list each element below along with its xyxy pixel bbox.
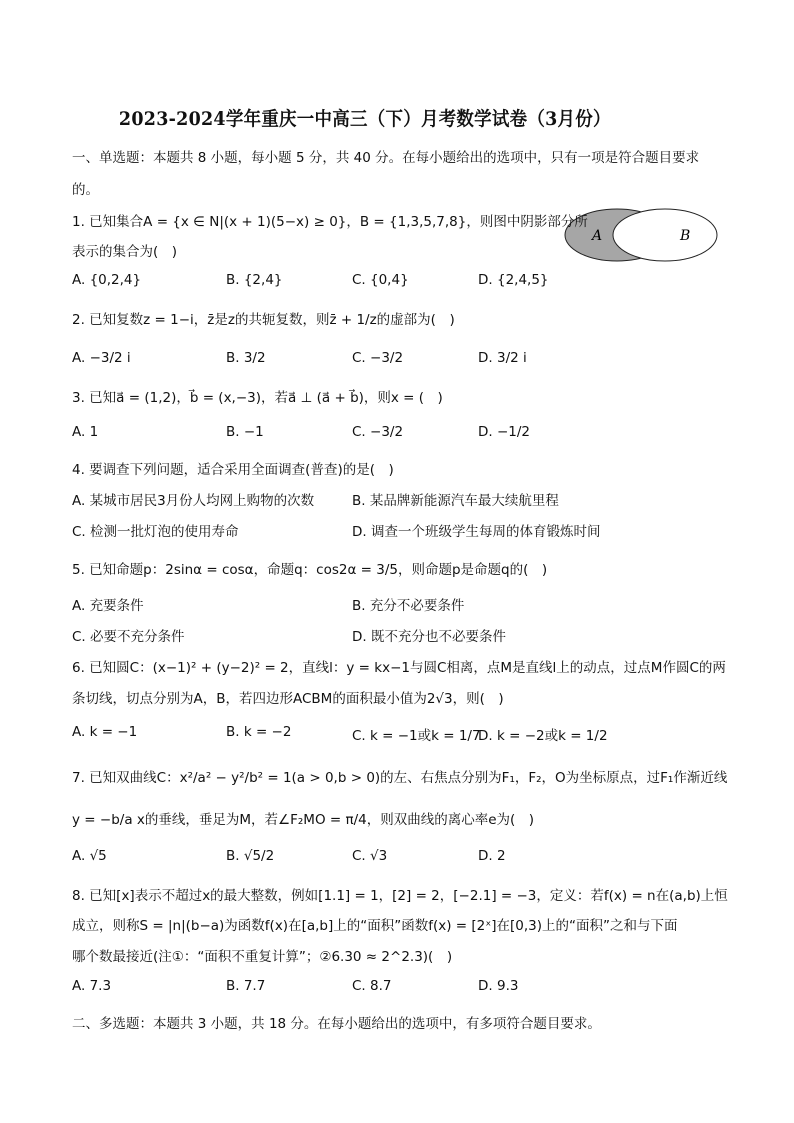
q8-option-a: A. 7.3 [72, 978, 112, 994]
q4-option-b: B. 某品牌新能源汽车最大续航里程 [352, 493, 559, 509]
q8-option-c: C. 8.7 [352, 978, 392, 994]
q5-option-a: A. 充要条件 [72, 598, 144, 614]
q7-stem-line1: 7. 已知双曲线C：x²/a² − y²/b² = 1(a > 0,b > 0)的左、右焦点分别为F₁，F₂，O为坐标原点，过F₁作渐近线 [72, 770, 728, 786]
q1-option-d: D. {2,4,5} [478, 272, 549, 288]
section-heading-multi-choice: 二、多选题：本题共 3 小题，共 18 分。在每小题给出的选项中，有多项符合题目要求。 [72, 1016, 601, 1032]
q3-option-d: D. −1/2 [478, 424, 531, 440]
q4-option-c: C. 检测一批灯泡的使用寿命 [72, 524, 239, 540]
q5-option-d: D. 既不充分也不必要条件 [352, 629, 506, 645]
page-title: 2023-2024学年重庆一中高三（下）月考数学试卷（3月份） [118, 108, 611, 130]
q5-option-c: C. 必要不充分条件 [72, 629, 185, 645]
q2-option-d: D. 3/2 i [478, 350, 527, 366]
q1-stem-line2: 表示的集合为( ) [72, 244, 178, 260]
q1-option-b: B. {2,4} [226, 272, 283, 288]
q2-option-b: B. 3/2 [226, 350, 266, 366]
q4-option-a: A. 某城市居民3月份人均网上购物的次数 [72, 493, 315, 509]
q3-option-a: A. 1 [72, 424, 99, 440]
q2-stem: 2. 已知复数z = 1−i，z̄是z的共轭复数，则z̄ + 1/z的虚部为( ) [72, 312, 455, 328]
q3-option-c: C. −3/2 [352, 424, 404, 440]
q8-stem-line1: 8. 已知[x]表示不超过x的最大整数，例如[1.1] = 1，[2] = 2，[−2.1] = −3，定义：若f(x) = n在(a,b)上恒 [72, 888, 728, 904]
q6-option-c: C. k = −1或k = 1/7 [352, 728, 481, 744]
q8-option-b: B. 7.7 [226, 978, 266, 994]
q7-option-d: D. 2 [478, 848, 506, 864]
q7-option-c: C. √3 [352, 848, 388, 864]
q6-stem-line1: 6. 已知圆C：(x−1)² + (y−2)² = 2，直线l：y = kx−1与圆C相离，点M是直线l上的动点，过点M作圆C的两 [72, 660, 726, 676]
set-b-label: B [680, 228, 691, 244]
q3-option-b: B. −1 [226, 424, 264, 440]
q7-option-b: B. √5/2 [226, 848, 275, 864]
q8-stem-line2: 成立，则称S = |n|(b−a)为函数f(x)在[a,b]上的“面积”函数f(x) = [2ˣ]在[0,3)上的“面积”之和与下面 [72, 918, 678, 934]
q6-option-d: D. k = −2或k = 1/2 [478, 728, 608, 744]
q8-stem-line3: 哪个数最接近(注①：“面积不重复计算”；②6.30 ≈ 2^2.3)( ) [72, 949, 453, 965]
q2-option-c: C. −3/2 [352, 350, 404, 366]
q1-stem-line1: 1. 已知集合A = {x ∈ N|(x + 1)(5−x) ≥ 0}，B = {1,3,5,7,8}，则图中阴影部分所 [72, 214, 588, 230]
q5-stem: 5. 已知命题p：2sinα = cosα，命题q：cos2α = 3/5，则命题p是命题q的( ) [72, 562, 548, 578]
q1-option-a: A. {0,2,4} [72, 272, 142, 288]
q8-option-d: D. 9.3 [478, 978, 519, 994]
q6-option-b: B. k = −2 [226, 724, 292, 740]
section-heading-continuation: 的。 [72, 182, 99, 198]
q6-option-a: A. k = −1 [72, 724, 138, 740]
q3-stem: 3. 已知a⃗ = (1,2)，b⃗ = (x,−3)，若a⃗ ⊥ (a⃗ + b⃗)，则x = ( ) [72, 390, 443, 406]
section-heading-single-choice: 一、单选题：本题共 8 小题，每小题 5 分，共 40 分。在每小题给出的选项中，只有一项是符合题目要求 [72, 150, 700, 166]
q7-stem-line2: y = −b/a x的垂线，垂足为M，若∠F₂MO = π/4，则双曲线的离心率e为( ) [72, 812, 535, 828]
q7-option-a: A. √5 [72, 848, 107, 864]
q2-option-a: A. −3/2 i [72, 350, 131, 366]
set-b-circle [613, 209, 717, 261]
set-a-label: A [592, 228, 603, 244]
q6-stem-line2: 条切线，切点分别为A，B，若四边形ACBM的面积最小值为2√3，则( ) [72, 691, 504, 707]
q5-option-b: B. 充分不必要条件 [352, 598, 465, 614]
q4-stem: 4. 要调查下列问题，适合采用全面调查(普查)的是( ) [72, 462, 394, 478]
q4-option-d: D. 调查一个班级学生每周的体育锻炼时间 [352, 524, 601, 540]
q1-option-c: C. {0,4} [352, 272, 409, 288]
